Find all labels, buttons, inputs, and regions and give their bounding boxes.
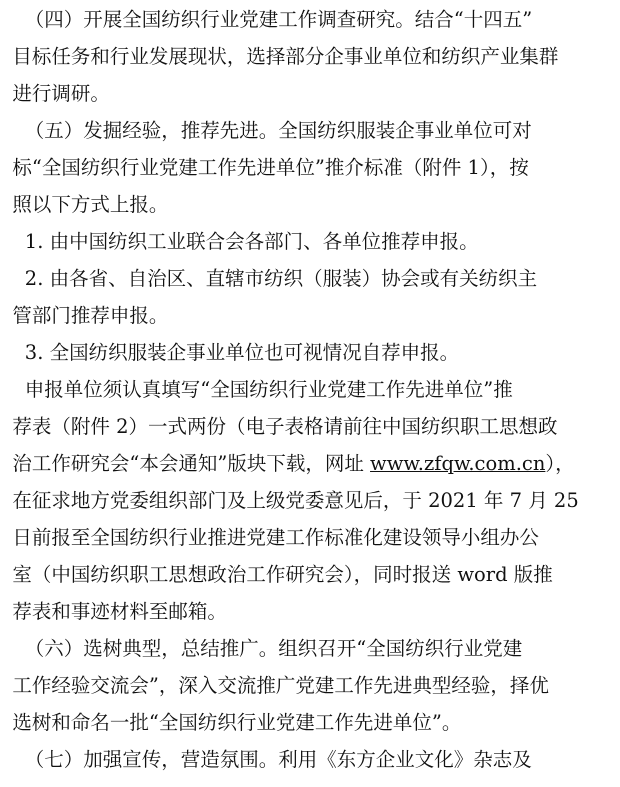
paragraph-line: （七）加强宣传，营造氛围。利用《东方企业文化》杂志及 <box>0 748 532 771</box>
paragraph-line: 目标任务和行业发展现状，选择部分企事业单位和纺织产业集群 <box>0 45 559 68</box>
paragraph-line: 进行调研。 <box>0 82 110 105</box>
paragraph-line-with-link <box>0 446 575 482</box>
paragraph-line: 管部门推荐申报。 <box>0 304 169 327</box>
paragraph-line: 选树和命名一批“全国纺织行业党建工作先进单位”。 <box>0 711 462 734</box>
paragraph-line: 照以下方式上报。 <box>0 193 169 216</box>
paragraph-line: 申报单位须认真填写“全国纺织行业党建工作先进单位”推 <box>0 378 513 401</box>
paragraph-text: 治工作研究会“本会通知”版块下载，网址 <box>0 452 371 475</box>
list-item: 3. 全国纺织服装企事业单位也可视情况自荐申报。 <box>0 341 460 364</box>
paragraph-line: 室（中国纺织职工思想政治工作研究会），同时报送 word 版推 <box>0 563 553 586</box>
paragraph-text: ）， <box>545 452 575 475</box>
paragraph-line: （六）选树典型，总结推广。组织召开“全国纺织行业党建 <box>0 637 523 660</box>
list-item: 1. 由中国纺织工业联合会各部门、各单位推荐申报。 <box>0 230 479 253</box>
paragraph-line: （五）发掘经验，推荐先进。全国纺织服装企事业单位可对 <box>0 119 532 142</box>
list-item: 2. 由各省、自治区、直辖市纺织（服装）协会或有关纺织主 <box>0 267 538 290</box>
website-link[interactable]: www.zfqw.com.cn <box>370 452 546 475</box>
paragraph-line: （四）开展全国纺织行业党建工作调查研究。结合“十四五” <box>0 8 533 31</box>
paragraph-line: 工作经验交流会”，深入交流推广党建工作先进典型经验，择优 <box>0 674 549 697</box>
paragraph-line: 荐表和事迹材料至邮箱。 <box>0 600 227 623</box>
paragraph-line: 在征求地方党委组织部门及上级党委意见后，于 2021 年 7 月 25 <box>0 489 579 512</box>
paragraph-line: 标“全国纺织行业党建工作先进单位”推介标准（附件 1），按 <box>0 156 529 179</box>
paragraph-line: 日前报至全国纺织行业推进党建工作标准化建设领导小组办公 <box>0 526 539 549</box>
paragraph-line: 荐表（附件 2）一式两份（电子表格请前往中国纺织职工思想政 <box>0 415 558 438</box>
